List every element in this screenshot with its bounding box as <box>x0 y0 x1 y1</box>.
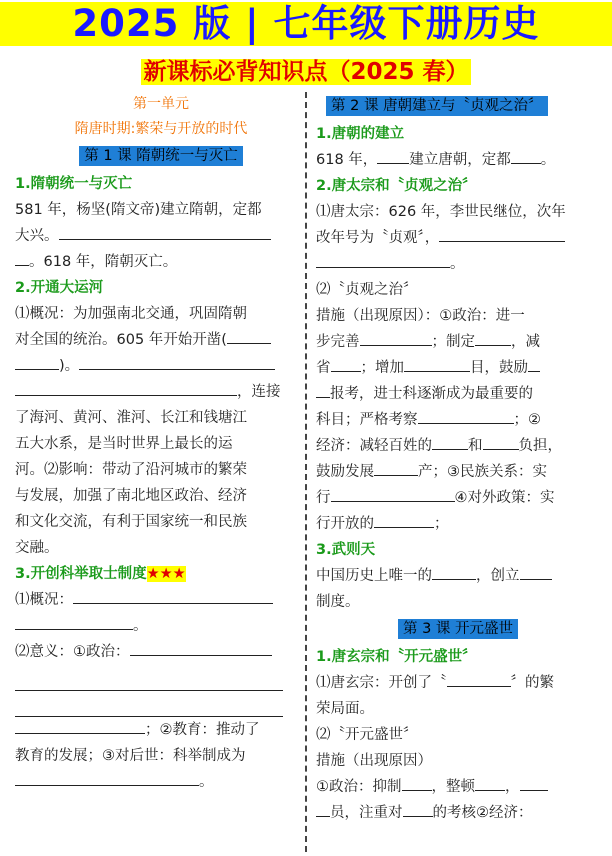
fill-blank <box>227 327 271 344</box>
left-column <box>15 92 307 795</box>
fill-blank-line <box>15 665 283 691</box>
fill-blank <box>15 249 29 266</box>
text-line <box>15 769 307 795</box>
text-span: ⑴概况： <box>15 592 73 608</box>
text-span: 中国历史上唯一的 <box>316 568 432 584</box>
text-span: ⑴唐玄宗：开创了〝 <box>316 675 447 691</box>
text-line: ⑴概况：为加强南北交通，巩固隋朝 <box>15 306 247 322</box>
fill-blank <box>130 639 272 656</box>
star-rating: ★★★ <box>146 566 186 582</box>
fill-blank <box>15 379 237 396</box>
text-span: 建立唐朝，定都 <box>409 152 511 168</box>
fill-blank <box>59 223 271 240</box>
text-span: 。 <box>199 774 214 790</box>
text-span: ， <box>505 779 520 795</box>
fill-blank <box>15 769 199 786</box>
section-heading: 1.隋朝统一与灭亡 <box>15 176 133 192</box>
text-span: ，减 <box>511 334 540 350</box>
text-line: 和文化交流，有利于国家统一和民族 <box>15 514 247 530</box>
text-line <box>15 223 307 249</box>
text-span: ；制定 <box>431 334 475 350</box>
text-line <box>316 774 600 800</box>
text-line <box>316 511 600 537</box>
text-span: 改年号为〝贞观〞， <box>316 230 440 246</box>
text-span: 618 年， <box>316 152 378 168</box>
section-heading: 2.唐太宗和〝贞观之治〞 <box>316 178 477 194</box>
fill-blank <box>360 329 432 346</box>
fill-blank <box>15 717 145 734</box>
text-line <box>316 563 600 589</box>
text-line: 了海河、黄河、淮河、长江和钱塘江 <box>15 410 247 426</box>
text-line: 制度。 <box>316 594 360 610</box>
text-line: 五大水系，是当时世界上最长的运 <box>15 436 233 452</box>
fill-blank <box>439 225 565 242</box>
text-span: ，连接 <box>237 384 281 400</box>
fill-blank <box>15 353 59 370</box>
fill-blank <box>447 670 511 687</box>
text-line <box>316 485 600 511</box>
section-heading: 1.唐朝的建立 <box>316 126 405 142</box>
text-span: ； <box>434 516 449 532</box>
text-span: 鼓励发展 <box>316 464 374 480</box>
text-line: 措施（出现原因）：①政治：进一 <box>316 308 525 324</box>
fill-blank <box>402 774 432 791</box>
text-span: 的考核②经济： <box>432 805 533 821</box>
text-line <box>15 249 307 275</box>
page-subtitle: 新课标必背知识点（2025 春） <box>143 59 469 85</box>
text-span: 负担， <box>518 438 562 454</box>
page-title: 2025 版 | 七年级下册历史 <box>72 2 540 45</box>
text-line <box>15 613 307 639</box>
text-line <box>316 670 600 696</box>
text-line: ⑴唐太宗：626 年，李世民继位，次年 <box>316 204 566 220</box>
text-span: 省 <box>316 360 331 376</box>
text-line: 与发展，加强了南北地区政治、经济 <box>15 488 247 504</box>
fill-blank <box>432 433 468 450</box>
text-span: 科目；严格考察 <box>316 412 418 428</box>
text-span: )。 <box>59 358 80 374</box>
text-line <box>15 587 307 613</box>
text-span: 步完善 <box>316 334 360 350</box>
fill-blank <box>520 563 552 580</box>
text-line <box>316 381 600 407</box>
text-span: 行 <box>316 490 331 506</box>
text-line <box>316 251 600 277</box>
fill-blank-line <box>15 691 283 717</box>
text-span: 大兴。 <box>15 228 59 244</box>
fill-blank <box>475 329 511 346</box>
fill-blank <box>404 355 470 372</box>
lesson-heading <box>326 93 600 119</box>
text-span: ；② <box>513 412 541 428</box>
fill-blank <box>316 251 450 268</box>
text-line: ⑵〝贞观之治〞 <box>316 282 418 298</box>
text-line <box>316 407 600 433</box>
text-span: 报考，进士科逐渐成为最重要的 <box>330 386 533 402</box>
fill-blank <box>483 433 519 450</box>
fill-blank <box>511 147 541 164</box>
text-line <box>316 329 600 355</box>
text-line: 荣局面。 <box>316 701 374 717</box>
text-line <box>15 327 307 353</box>
text-line: 措施（出现原因） <box>316 753 432 769</box>
text-span: 对全国的统治。605 年开始开凿( <box>15 332 227 348</box>
text-line <box>15 717 307 743</box>
text-span: ，整顿 <box>431 779 475 795</box>
text-line <box>316 433 600 459</box>
text-span: 经济：减轻百姓的 <box>316 438 432 454</box>
fill-blank <box>374 511 434 528</box>
text-span: 。 <box>540 152 556 168</box>
text-span: 。 <box>133 618 148 634</box>
fill-blank <box>418 407 514 424</box>
text-line <box>15 353 307 379</box>
text-line: 交融。 <box>15 540 59 556</box>
fill-blank <box>316 800 330 817</box>
fill-blank <box>520 774 548 791</box>
fill-blank <box>79 353 275 370</box>
right-column <box>316 92 600 826</box>
fill-blank <box>316 381 330 398</box>
text-line <box>316 355 600 381</box>
text-span: 目，鼓励 <box>470 360 528 376</box>
text-line: 河。⑵影响：带动了沿河城市的繁荣 <box>15 462 247 478</box>
lesson-2-title: 第 2 课 唐朝建立与〝贞观之治〞 <box>326 96 548 116</box>
fill-blank <box>331 485 455 502</box>
text-span: 。 <box>450 256 465 272</box>
text-line: 教育的发展；③对后世：科举制成为 <box>15 748 246 764</box>
section-heading-text: 3.开创科举取士制度 <box>15 566 147 582</box>
section-heading: 3.武则天 <box>316 542 376 558</box>
text-span: 。618 年，隋朝灭亡。 <box>29 254 178 270</box>
fill-blank <box>403 800 433 817</box>
fill-blank <box>377 147 409 164</box>
text-line <box>316 800 600 826</box>
text-span: ①政治：抑制 <box>316 779 402 795</box>
fill-blank <box>374 459 418 476</box>
fill-blank <box>475 774 505 791</box>
fill-blank <box>73 587 273 604</box>
text-line <box>316 225 600 251</box>
text-line <box>316 459 600 485</box>
text-line: 581 年，杨坚(隋文帝)建立隋朝，定都 <box>15 202 262 218</box>
fill-blank <box>331 355 361 372</box>
text-line <box>15 379 307 405</box>
text-line <box>15 639 307 665</box>
unit-title: 第一单元 <box>133 96 189 112</box>
text-span: ，创立 <box>476 568 520 584</box>
title-banner <box>0 2 612 46</box>
text-span: 产；③民族关系：实 <box>418 464 547 480</box>
lesson-3-title: 第 3 课 开元盛世 <box>398 619 518 639</box>
section-heading: 2.开通大运河 <box>15 280 104 296</box>
fill-blank <box>15 613 133 630</box>
text-line: ⑵〝开元盛世〞 <box>316 727 418 743</box>
era-title: 隋唐时期:繁荣与开放的时代 <box>74 121 248 137</box>
text-span: ；②教育：推动了 <box>145 722 260 738</box>
text-span: ⑵意义：①政治： <box>15 644 130 660</box>
text-line <box>316 147 600 173</box>
section-heading: 1.唐玄宗和〝开元盛世〞 <box>316 649 477 665</box>
lesson-heading <box>15 143 307 169</box>
subtitle-banner <box>0 56 612 88</box>
section-heading <box>15 561 307 587</box>
text-span: 员，注重对 <box>330 805 403 821</box>
text-span: 行开放的 <box>316 516 374 532</box>
text-span: ；增加 <box>360 360 404 376</box>
fill-blank <box>432 563 476 580</box>
fill-blank <box>528 355 540 372</box>
lesson-1-title: 第 1 课 隋朝统一与灭亡 <box>79 146 243 166</box>
text-span: ④对外政策：实 <box>454 490 555 506</box>
text-span: 〞的繁 <box>510 675 554 691</box>
text-span: 和 <box>468 438 483 454</box>
lesson-heading <box>316 616 600 642</box>
